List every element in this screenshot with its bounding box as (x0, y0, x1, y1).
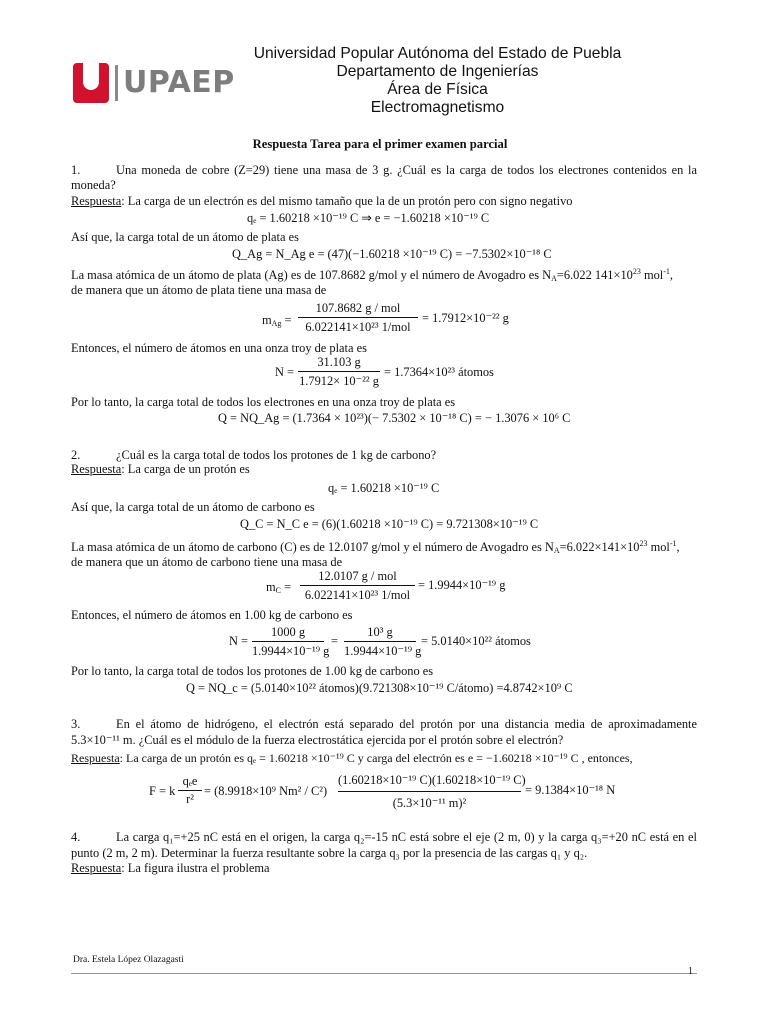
p4-resp-label: Respuesta (71, 861, 122, 875)
p1-n-lhs: N = (275, 365, 295, 379)
p3-f-den: (5.3×10⁻¹¹ m)² (392, 796, 467, 810)
p2-n-bar2 (344, 641, 416, 642)
p3-question-line1 (71, 717, 697, 732)
p2-masa-a: La masa atómica de un átomo de carbono (C) es de 12.0107 g/mol y el número de Avogadro es N (71, 540, 554, 554)
p1-text-asi: Así que, la carga total de un átomo de plata es (71, 230, 299, 244)
logo-text: UPAEP (123, 65, 235, 100)
p2-mc-sub: C (275, 586, 281, 595)
p2-mc-den: 6.022141×10²³ 1/mol (304, 588, 411, 602)
p1-eq-qag: Q_Ag = N_Ag e = (47)(−1.60218 ×10⁻¹⁹ C) = −7.5302×10⁻¹⁸ C (232, 247, 552, 261)
p1-resp-label: Respuesta (71, 194, 122, 208)
p2-n-num1: 1000 g (270, 625, 306, 639)
p1-resp-text: : La carga de un electrón es del mismo tamaño que la de un protón pero con signo negativo (121, 194, 573, 208)
page-number: 1 (688, 966, 693, 977)
footer-author: Dra. Estela López Olazagasti (73, 955, 184, 965)
p2-eq-qc: Q_C = N_C e = (6)(1.60218 ×10⁻¹⁹ C) = 9.721308×10⁻¹⁹ C (240, 517, 539, 531)
p2-text-entonces: Entonces, el número de átomos en 1.00 kg de carbono es (71, 608, 353, 622)
p2-text-portanto: Por lo tanto, la carga total de todos los protones de 1.00 kg de carbono es (71, 664, 434, 678)
p2-text-asi: Así que, la carga total de un átomo de carbono es (71, 500, 315, 514)
p2-question-line (71, 448, 697, 463)
p1-masa-a: La masa atómica de un átomo de plata (Ag) es de 107.8682 g/mol y el número de Avogadro es N (71, 268, 552, 282)
p1-eq-q: Q = NQ_Ag = (1.7364 × 10²³)(− 7.5302 × 10⁻¹⁸ C) = − 1.3076 × 10⁶ C (218, 411, 571, 425)
p3-f-frac-den: r² (186, 792, 194, 806)
p2-mc-lhs: $m_C$ = (266, 580, 292, 595)
p3-f-num: (1.60218×10⁻¹⁹ C)(1.60218×10⁻¹⁹ C) (338, 773, 526, 787)
p1-mag-rhs: = 1.7912×10⁻²² g (422, 311, 509, 325)
p3-f-bar (338, 791, 521, 792)
p3-resp-label: Respuesta (71, 751, 120, 765)
p1-masa-c: =6.022 141×10 (556, 268, 633, 282)
area-name: Área de Física (387, 81, 488, 98)
p1-masa-e: mol (640, 268, 664, 282)
p1-question-line1 (71, 163, 697, 178)
p2-masa-f: -1 (669, 539, 677, 548)
course-name: Electromagnetismo (370, 99, 505, 116)
p1-n-bar (298, 371, 380, 372)
university-name: Universidad Popular Autónoma del Estado de Puebla (253, 45, 622, 62)
p1-masa-g: , (669, 268, 673, 282)
p1-text-portanto: Por lo tanto, la carga total de todos los electrones en una onza troy de plata es (71, 395, 456, 409)
p3-f-rhs: = 9.1384×10⁻¹⁸ N (525, 783, 616, 797)
p4-question-a: La carga q₁=+25 nC está en el origen, la carga q₂=-15 nC está sobre el eje (2 m, 0) y la carga q₃=+20 nC está en el (116, 830, 697, 844)
p1-text-entonces: Entonces, el número de átomos en una onza troy de plata es (71, 341, 367, 355)
p4-resp-text: : La figura ilustra el problema (121, 861, 270, 875)
p2-eq-q: Q = NQ_c = (5.0140×10²² átomos)(9.721308×10⁻¹⁹ C/átomo) =4.8742×10⁹ C (186, 681, 573, 695)
p3-f-lhs: F = k (149, 784, 176, 798)
p1-number: 1. (71, 163, 81, 177)
p2-masa-c: =6.022×141×10 (559, 540, 640, 554)
p1-mag-bar (298, 317, 418, 318)
p2-resp-label: Respuesta (71, 462, 122, 476)
p2-resp-text: : La carga de un protón es (121, 462, 250, 476)
p2-text-manera: de manera que un átomo de carbono tiene una masa de (71, 555, 343, 569)
p3-question-a: En el átomo de hidrógeno, el electrón está separado del protón por una distancia media de aproximadamente (116, 717, 697, 731)
p2-masa-d: 23 (639, 539, 648, 548)
p3-f-frac-bar (178, 790, 202, 791)
p1-response (71, 194, 697, 209)
p3-resp-text: : La carga de un protón es qₑ = 1.60218 ×10⁻¹⁹ C y carga del electrón es e = −1.60218 ×10⁻¹⁹ C , entonces, (119, 751, 633, 765)
p2-eq-charge: qₑ = 1.60218 ×10⁻¹⁹ C (328, 481, 440, 495)
footer-rule (71, 973, 697, 974)
p2-number: 2. (71, 448, 81, 462)
p2-mc-m: m (266, 580, 276, 594)
p2-n-den2: 1.9944×10⁻¹⁹ g (344, 644, 422, 658)
p1-question-a: Una moneda de cobre (Z=29) tiene una masa de 3 g. ¿Cuál es la carga de todos los electrones contenidos en la (116, 163, 697, 177)
p3-response (71, 751, 697, 765)
p1-n-rhs: = 1.7364×10²³ átomos (384, 365, 494, 379)
page-title: Respuesta Tarea para el primer examen parcial (252, 137, 508, 151)
p3-f-frac-num: qₑe (182, 774, 198, 788)
u-logo-icon (73, 63, 109, 103)
p1-mag-lhs: $m_{Ag}$ = (262, 313, 292, 328)
p1-question-b: moneda? (71, 178, 116, 192)
p2-n-rhs: = 5.0140×10²² átomos (421, 634, 531, 648)
p2-n-lhs: N = (229, 634, 249, 648)
p2-masa-g: , (676, 540, 680, 554)
p3-f-mid: = (8.9918×10⁹ Nm² / C²) (204, 784, 328, 798)
p1-masa-f: -1 (663, 267, 670, 276)
p2-masa-b: A (553, 546, 560, 555)
p2-n-eq: = (331, 634, 338, 648)
p1-mag-den: 6.022141×10²³ 1/mol (305, 320, 411, 334)
logo-divider (115, 65, 118, 101)
p1-masa-d: 23 (632, 267, 641, 276)
p2-mc-rhs: = 1.9944×10⁻¹⁹ g (418, 578, 506, 592)
p3-number: 3. (71, 717, 81, 731)
p4-question-line1 (71, 830, 697, 845)
p2-mc-num: 12.0107 g / mol (318, 569, 397, 583)
p2-text-masa (71, 540, 697, 555)
p1-mag-sub: Ag (271, 319, 282, 328)
p2-mc-bar (300, 585, 415, 586)
p1-eq-charge: qₑ = 1.60218 ×10⁻¹⁹ C ⇒ e = −1.60218 ×10⁻¹⁹ C (247, 211, 490, 225)
p4-question-b: punto (2 m, 2 m). Determinar la fuerza resultante sobre la carga q₃ por la presencia de las cargas q₁ y q₂. (71, 846, 588, 860)
p4-response (71, 861, 697, 876)
p1-n-num: 31.103 g (317, 355, 361, 369)
p2-response (71, 462, 697, 477)
p2-n-bar1 (252, 641, 324, 642)
p1-mag-num: 107.8682 g / mol (315, 301, 401, 315)
upaep-logo (73, 63, 235, 107)
p2-n-num2: 10³ g (367, 625, 393, 639)
p1-text-masa (71, 268, 697, 283)
p1-masa-b: A (551, 274, 557, 283)
p1-text-manera: de manera que un átomo de plata tiene una masa de (71, 283, 327, 297)
p2-question: ¿Cuál es la carga total de todos los protones de 1 kg de carbono? (116, 448, 437, 462)
p2-n-den1: 1.9944×10⁻¹⁹ g (252, 644, 330, 658)
department-name: Departamento de Ingenierías (336, 63, 539, 80)
p1-n-den: 1.7912× 10⁻²² g (299, 374, 379, 388)
p1-mag-m: m (262, 313, 272, 327)
p2-masa-e: mol (647, 540, 670, 554)
p4-number: 4. (71, 830, 81, 844)
p3-question-b: 5.3×10⁻¹¹ m. ¿Cuál es el módulo de la fuerza electrostática ejercida por el protón sobre el electrón? (71, 733, 564, 747)
